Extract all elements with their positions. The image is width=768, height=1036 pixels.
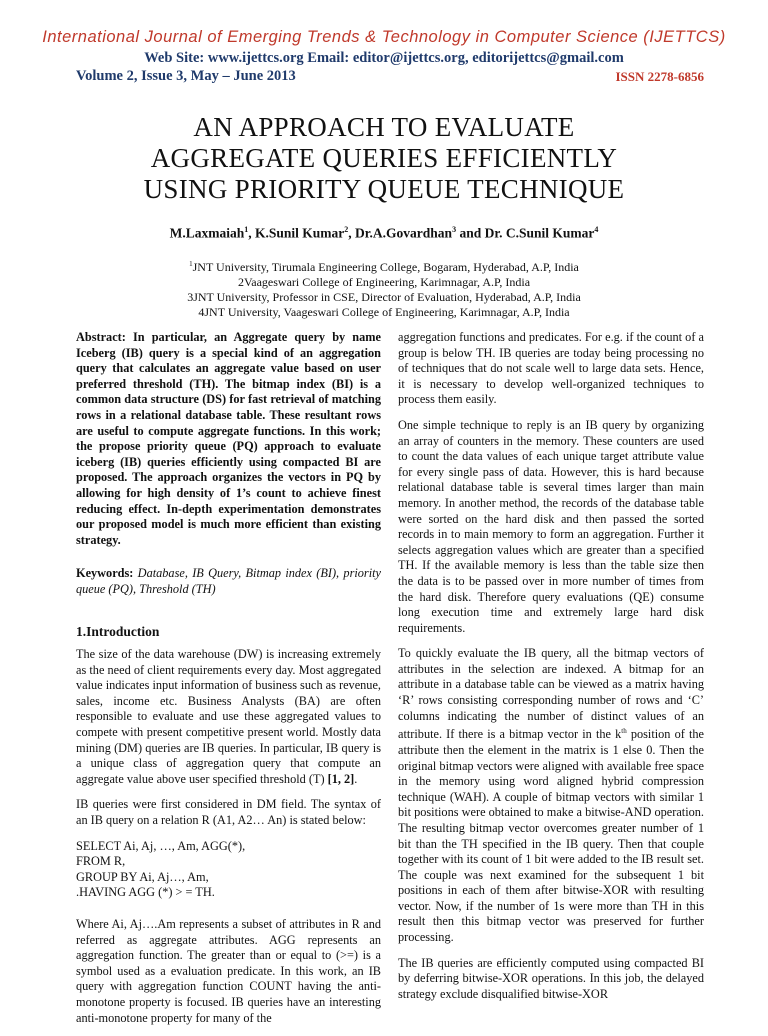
author-sup: 1 [244,225,249,234]
affiliation-text: JNT University, Tirumala Engineering College, Bogaram, Hyderabad, A.P, India [192,260,579,274]
affiliation-text: 4JNT University, Vaageswari College of Engineering, Karimnagar, A.P, India [198,305,570,319]
body-paragraph: One simple technique to reply is an IB query by organizing an array of counters in the memory. These counters are used to count the data values of each unique target attribute value for every single pass of data. However, this is hard because relational database table is several times larger than main memory. In another method, the records of the database table were sorted on the hard disk and then passed the sorted records in to main memory to form an aggregation. Further it selects aggregation values which are greater than a specified TH. If the available memory is less than the table size then the data is to be passed over in more number of times from the hard disk. Therefore query evaluations (QE) consume long execution time and extremely large hard disk requirements. [398,417,704,635]
affiliations [0,257,768,320]
paragraph-text: To quickly evaluate the IB query, all the bitmap vectors of attributes in the selection are indexed. A bitmap for an attribute in a database table can be viewed as a matrix having ‘R’ rows consisting corresponding number of rows and ‘C’ columns indicating the number of distinct values of an attribute. If there is a bitmap vector in the k [398,646,704,742]
author-sep: and [456,225,485,241]
left-column [76,330,381,1036]
affiliation [0,257,768,275]
author-name: Dr. C.Sunil Kumar [484,225,595,241]
keywords-label: Keywords: [76,566,134,581]
affiliation [0,275,768,290]
code-line: GROUP BY Ai, Aj…, Am, [76,869,209,884]
title-line: AGGREGATE QUERIES EFFICIENTLY [150,143,618,173]
author-list [0,225,768,242]
volume-issue: Volume 2, Issue 3, May – June 2013 [76,68,296,84]
body-paragraph [398,646,704,945]
body-paragraph: The IB queries are efficiently computed using compacted BI by deferring bitwise-XOR operations. In this job, the delayed strategy exclude disqualified bitwise-XOR [398,955,704,1001]
paper-title [0,112,768,205]
abstract: Abstract: In particular, an Aggregate query by name Iceberg (IB) query is a special kind of an aggregation query that calculates an aggregate value based on user preferred threshold (TH). The bitmap index (BI) is a common data structure (DS) for fast retrieval of matching rows in a relational database table. These resultant rows are useful to compute aggregate functions. In this work; the propose priority queue (PQ) approach to evaluate iceberg (IB) queries efficiently using compacted BI are proposed. The approach organizes the vectors in PQ by allowing for high density of 1’s count to achieve finest reducing effect. In-depth experimentation demonstrates our proposed model is much more efficient than existing strategy. [76,330,381,547]
journal-website: Web Site: www.ijettcs.org Email: editor@ijettcs.org, editorijettcs@gmail.com [144,50,624,66]
superscript: th [621,727,627,736]
code-line: .HAVING AGG (*) > = TH. [76,885,215,900]
author-name: M.Laxmaiah [169,225,245,241]
affiliation-sup: 1 [189,260,193,268]
affiliation [0,305,768,320]
journal-name: International Journal of Emerging Trends & Technology in Computer Science (IJETTCS) [42,28,726,46]
code-line: SELECT Ai, Aj, …, Am, AGG(*), [76,838,246,853]
keywords [76,566,381,597]
author-sep: , [248,225,255,241]
keywords-text: Database, IB Query, Bitmap index (BI), priority queue (PQ), Threshold (TH) [76,566,381,596]
intro-paragraph [76,647,381,787]
code-line: FROM R, [76,854,126,869]
paragraph-text: The size of the data warehouse (DW) is increasing extremely as the need of client requirements every day. Most aggregated value indicates input information of business such as revenue, sales, income etc. Business Analysts (BA) are often responsible to evaluate and use these aggregated values to compete with present competitive present world. Mostly data mining (DM) queries are IB queries. In particular, IB query is a unique class of aggregation query that compute an aggregate value above user specified threshold (T) [76,647,381,786]
issn: ISSN 2278-6856 [615,69,704,84]
affiliation [0,290,768,305]
author-name: Dr.A.Govardhan [355,225,453,241]
section-heading: 1.Introduction [76,623,160,639]
body-paragraph: aggregation functions and predicates. For e.g. if the count of a group is below TH. IB queries are today being processing no of techniques that do not scale well to large data sets. Hence, it is necessary to develop well-organized techniques to process them easily. [398,330,704,407]
affiliation-text: 2Vaageswari College of Engineering, Karimnagar, A.P, India [237,275,531,289]
affiliation-text: 3JNT University, Professor in CSE, Director of Evaluation, Hyderabad, A.P, India [187,290,581,304]
right-column [398,330,704,1012]
citation: [1, 2] [327,771,355,786]
paragraph-end: . [354,771,358,786]
author-sup: 4 [594,225,599,234]
author-sup: 3 [452,225,457,234]
intro-paragraph: Where Ai, Aj….Am represents a subset of attributes in R and referred as aggregate attributes. AGG represents an aggregation function. The greater than or equal to (>=) is a symbol used as a evaluation predicate. In this work, an IB query with aggregation function COUNT having the anti-monotone property is focused. IB queries have an interesting anti-monotone property for many of the [76,917,381,1025]
title-line: AN APPROACH TO EVALUATE [193,112,575,142]
author-sup: 2 [344,225,349,234]
paragraph-text: position of the attribute then the element in the matrix is 1 else 0. Then the original bitmap vectors were aligned with available free space in the memory using word aligned hybrid compression technique (WAH). A couple of bitmap vectors with similar 1 bit positions were obtained to make a bitwise-AND operation. The resulting bitmap vector overcomes greater number of 1 bit than the TH specified in the IB query. Then that couple together with its count of 1 bit were added to the IB result set. The couple was next examined for the subsequent 1 bit positions in each of them after bitwise-XOR with resulting vector. Now, if the number of 1s were more than TH in this result then this bitmap vector was preserved for further processing. [398,727,704,945]
query-syntax [76,839,381,901]
title-line: USING PRIORITY QUEUE TECHNIQUE [143,174,625,204]
author-name: K.Sunil Kumar [255,225,345,241]
author-sep: , [348,225,356,241]
intro-paragraph: IB queries were first considered in DM field. The syntax of an IB query on a relation R (A1, A2… An) is stated below: [76,797,381,828]
